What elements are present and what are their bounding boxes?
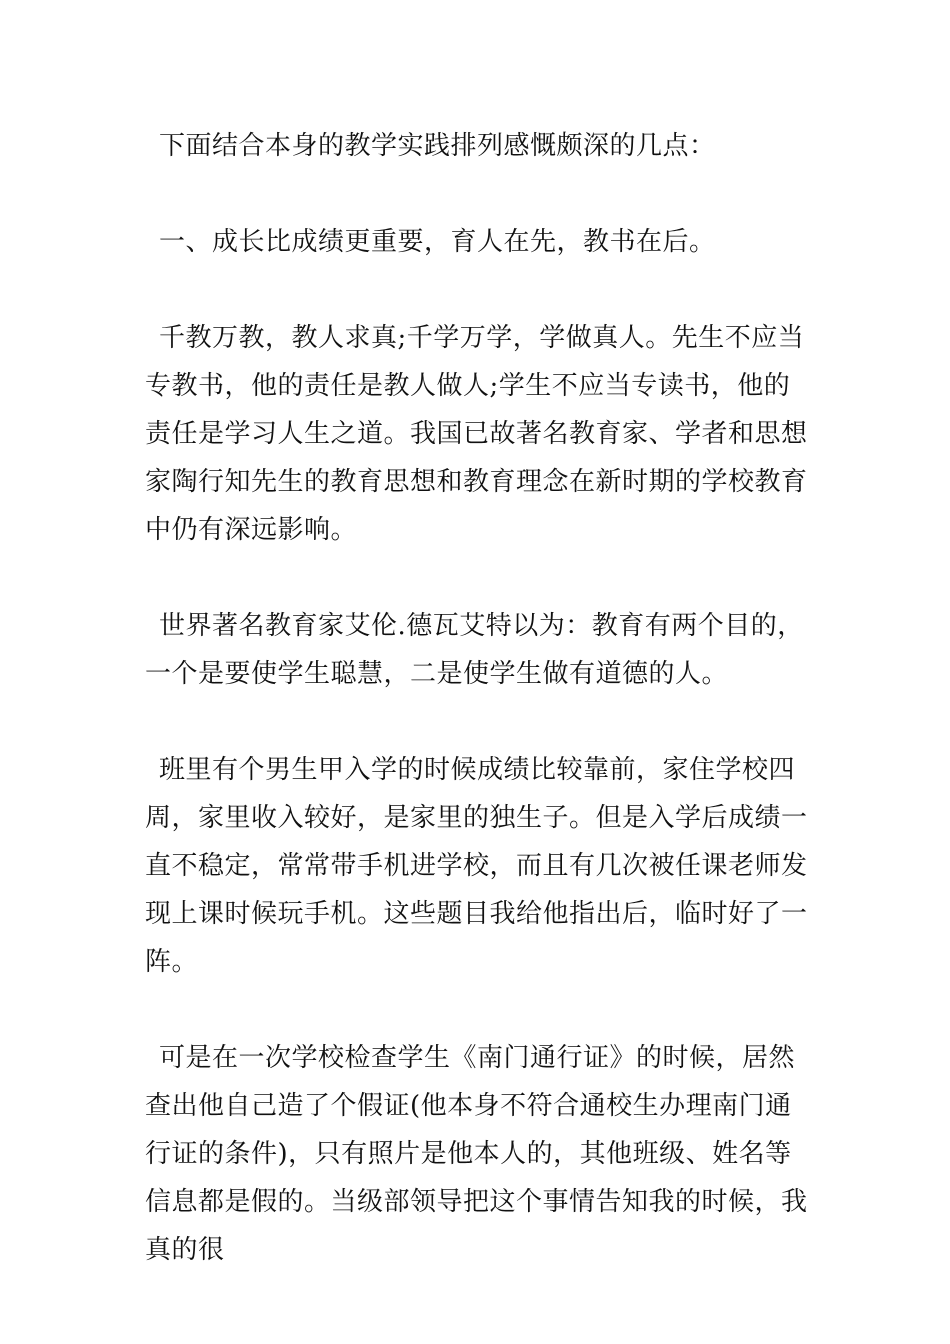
paragraph-intro: 下面结合本身的教学实践排列感慨颇深的几点： [159,131,716,161]
paragraph-fake-pass: 可是在一次学校检查学生《南门通行证》的时候，居然查出他自己造了个假证(他本身不符合通校生办理南门通行证的条件)，只有照片是他本人的，其他班级、姓名等信息都是假的。当级部领导把这个事情告知我的时候，我真的很 [145,1043,808,1265]
paragraph-student-case: 班里有个男生甲入学的时候成绩比较靠前，家住学校四周，家里收入较好，是家里的独生子。但是入学后成绩一直不稳定，常常带手机进学校，而且有几次被任课老师发现上课时候玩手机。这些题目我给他指出后，临时好了一阵。 [145,755,808,977]
paragraph-tao-xingzhi: 千教万教，教人求真;千学万学，学做真人。先生不应当专教书，他的责任是教人做人;学生不应当专读书，他的责任是学习人生之道。我国已故著名教育家、学者和思想家陶行知先生的教育思想和教育理念在新时期的学校教育中仍有深远影响。 [145,323,808,545]
paragraph-heading-one: 一、成长比成绩更重要，育人在先，教书在后。 [159,227,716,257]
document-body [145,122,810,1322]
paragraph-education-goals: 世界著名教育家艾伦.德瓦艾特以为：教育有两个目的，一个是要使学生聪慧，二是使学生做有道德的人。 [145,611,804,689]
